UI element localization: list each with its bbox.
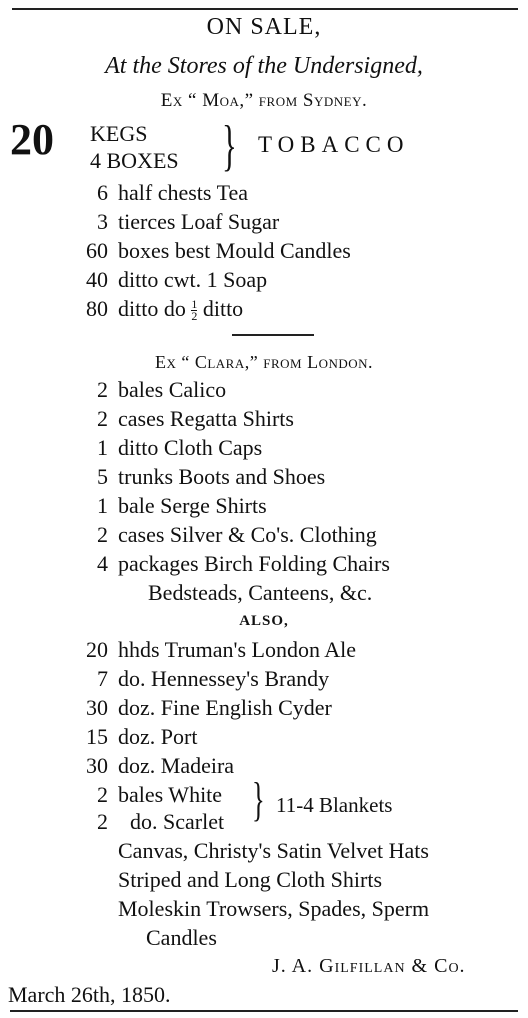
bottom-rule xyxy=(10,1010,518,1012)
fraction-denominator: 2 xyxy=(191,309,198,324)
item-desc: bales White xyxy=(118,782,223,807)
bedsteads-line: Bedsteads, Canteens, &c. xyxy=(148,580,373,605)
item-desc: half chests Tea xyxy=(118,180,249,205)
brace-glyph: } xyxy=(252,773,265,826)
section-divider xyxy=(232,334,314,336)
item-desc: ditto cwt. 1 Soap xyxy=(118,267,268,292)
item-qty: 30 xyxy=(86,695,108,720)
item-qty: 5 xyxy=(97,464,108,489)
item-qty: 80 xyxy=(86,296,108,321)
item-desc: ditto Cloth Caps xyxy=(118,435,263,460)
misc-line: Moleskin Trowsers, Spades, Sperm xyxy=(118,896,430,921)
tobacco-quantity: 20 xyxy=(10,115,54,164)
item-desc: do. Hennessey's Brandy xyxy=(118,666,330,691)
brace-glyph: } xyxy=(222,115,237,177)
item-desc-part: ditto do xyxy=(118,296,186,321)
item-desc: do. Scarlet xyxy=(130,809,225,834)
tobacco-boxes: 4 BOXES xyxy=(90,148,179,173)
item-desc: packages Birch Folding Chairs xyxy=(118,551,390,576)
item-qty: 2 xyxy=(97,782,108,807)
item-desc: boxes best Mould Candles xyxy=(118,238,351,263)
item-qty: 1 xyxy=(97,493,108,518)
misc-line: Striped and Long Cloth Shirts xyxy=(118,867,382,892)
item-qty: 6 xyxy=(97,180,108,205)
item-qty: 15 xyxy=(86,724,108,749)
misc-line: Canvas, Christy's Satin Velvet Hats xyxy=(118,838,429,863)
item-qty: 2 xyxy=(97,377,108,402)
item-qty: 60 xyxy=(86,238,108,263)
item-desc: bale Serge Shirts xyxy=(118,493,267,518)
misc-line: Candles xyxy=(146,925,217,950)
notice-subtitle: At the Stores of the Undersigned, xyxy=(105,53,423,79)
fraction-numerator: 1 xyxy=(191,297,198,312)
notice-title: ON SALE, xyxy=(206,14,322,40)
date-line: March 26th, 1850. xyxy=(8,982,171,1007)
item-qty: 7 xyxy=(97,666,108,691)
tobacco-kegs: KEGS xyxy=(90,121,148,146)
item-qty: 2 xyxy=(97,406,108,431)
item-desc: doz. Port xyxy=(118,724,198,749)
item-qty: 2 xyxy=(97,809,108,834)
item-qty: 2 xyxy=(97,522,108,547)
fraction xyxy=(191,299,197,322)
item-qty: 1 xyxy=(97,435,108,460)
item-desc xyxy=(118,296,243,322)
item-qty: 3 xyxy=(97,209,108,234)
item-desc: trunks Boots and Shoes xyxy=(118,464,326,489)
item-desc: cases Silver & Co's. Clothing xyxy=(118,522,377,547)
item-desc: bales Calico xyxy=(118,377,227,402)
item-qty: 20 xyxy=(86,637,108,662)
blankets-label: 11-4 Blankets xyxy=(276,793,393,817)
ex-moa-heading: Ex “ Moa,” from Sydney. xyxy=(160,90,368,111)
item-desc: tierces Loaf Sugar xyxy=(118,209,280,234)
item-desc: hhds Truman's London Ale xyxy=(118,637,357,662)
item-qty: 4 xyxy=(97,551,108,576)
tobacco-label: TOBACCO xyxy=(258,132,410,157)
item-qty: 30 xyxy=(86,753,108,778)
ex-clara-heading: Ex “ Clara,” from London. xyxy=(154,352,374,372)
item-desc-part: ditto xyxy=(202,296,244,321)
item-desc: cases Regatta Shirts xyxy=(118,406,294,431)
also-heading: ALSO, xyxy=(239,613,289,629)
signature: J. A. Gilfillan & Co. xyxy=(272,955,466,977)
item-desc: doz. Fine English Cyder xyxy=(118,695,332,720)
top-rule xyxy=(12,8,518,10)
item-qty: 40 xyxy=(86,267,108,292)
item-desc: doz. Madeira xyxy=(118,753,235,778)
